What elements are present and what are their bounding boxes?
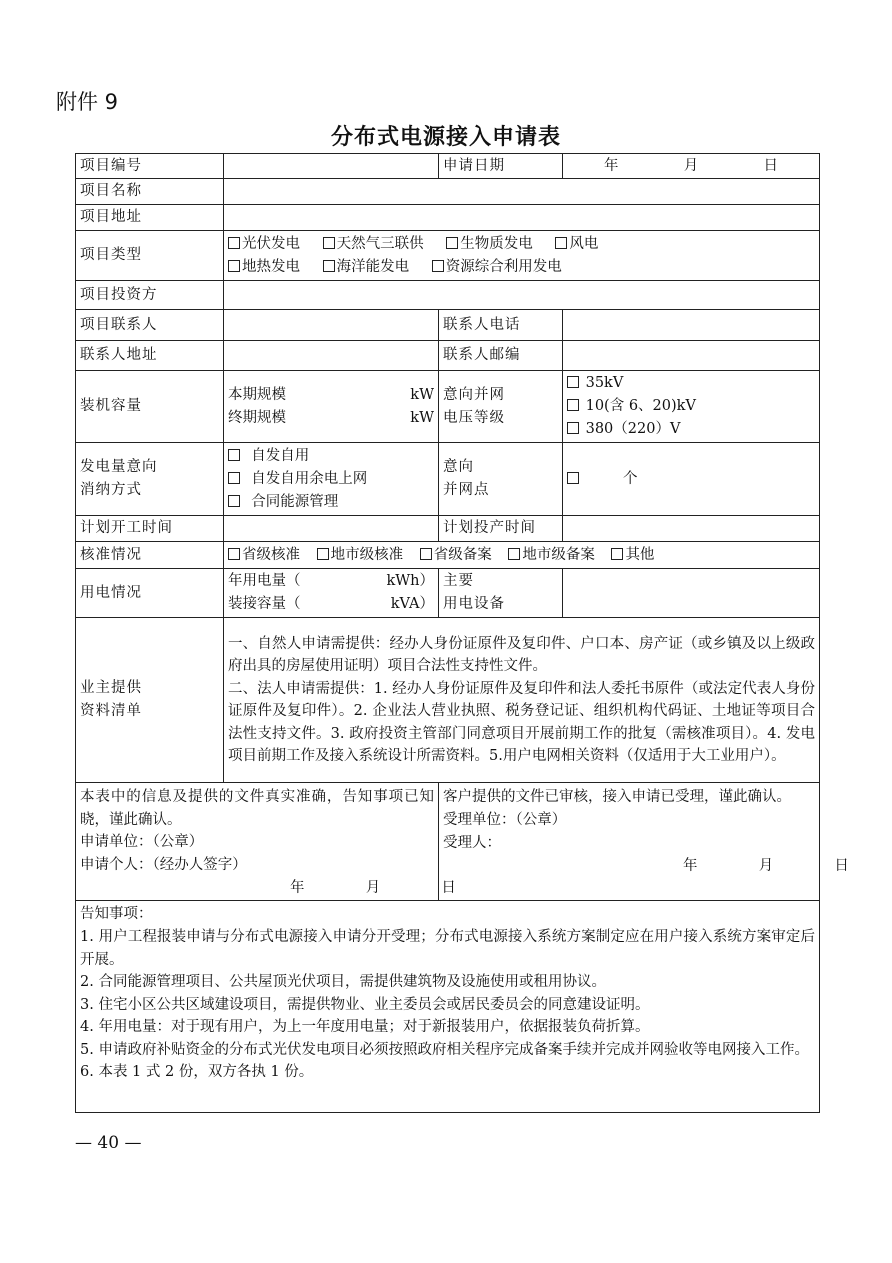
attachment-label: 附件 9 <box>56 90 119 114</box>
consumption-label: 发电量意向 消纳方式 <box>76 443 224 516</box>
receiver-statement: 客户提供的文件已审核，接入申请已受理，谨此确认。 <box>443 789 791 805</box>
checkbox-icon[interactable] <box>317 548 329 560</box>
checkbox-icon[interactable] <box>228 237 240 249</box>
capacity-label: 装机容量 <box>76 371 224 443</box>
project-type-pv: 光伏发电 <box>242 235 300 252</box>
approval-label: 核准情况 <box>76 542 224 569</box>
project-type-options <box>224 231 820 281</box>
checkbox-icon[interactable] <box>611 548 623 560</box>
voltage-380v: 380（220）V <box>585 421 681 437</box>
capacity-current-label: 本期规模 <box>228 386 286 403</box>
checkbox-icon[interactable] <box>323 237 335 249</box>
consumption-contract: 合同能源管理 <box>251 493 339 510</box>
start-time-field[interactable] <box>224 516 439 542</box>
installed-cap-unit: kVA） <box>390 596 434 612</box>
voltage-35kv: 35kV <box>585 375 624 391</box>
approval-options <box>224 542 820 569</box>
contact-address-label: 联系人地址 <box>76 341 224 371</box>
checkbox-icon[interactable] <box>228 472 240 484</box>
applicant-statement: 本表中的信息及提供的文件真实准确，告知事项已知晓，谨此确认。 <box>80 789 434 828</box>
project-address-label: 项目地址 <box>76 205 224 231</box>
contact-zip-label: 联系人邮编 <box>439 341 563 371</box>
investor-label: 项目投资方 <box>76 281 224 310</box>
checkbox-icon[interactable] <box>567 422 579 434</box>
applicant-person: 申请个人：（经办人签字） <box>80 857 247 873</box>
materials-natural-person: 一、自然人申请需提供：经办人身份证原件及复印件、户口本、房产证（或乡镇及以上级政府出具的房屋使用证明）项目合法性支持性文件。 <box>228 635 815 674</box>
apply-date-label: 申请日期 <box>439 154 563 179</box>
kw-unit: kW <box>410 409 434 426</box>
materials-list <box>224 618 820 783</box>
receiver-confirm[interactable] <box>439 783 849 901</box>
checkbox-icon[interactable] <box>567 472 579 484</box>
project-type-biomass: 生物质发电 <box>460 235 533 252</box>
project-type-label: 项目类型 <box>76 231 224 281</box>
annual-use-label: 年用电量（ <box>228 573 301 589</box>
checkbox-icon[interactable] <box>446 237 458 249</box>
checkbox-icon[interactable] <box>567 376 579 388</box>
application-form <box>75 153 849 1113</box>
power-use-label: 用电情况 <box>76 569 224 618</box>
project-address-field[interactable] <box>224 205 820 231</box>
notice-item: 6. 本表 1 式 2 份，双方各执 1 份。 <box>80 1064 314 1080</box>
start-time-label: 计划开工时间 <box>76 516 224 542</box>
checkbox-icon[interactable] <box>508 548 520 560</box>
main-equipment-label: 主要 用电设备 <box>439 569 563 618</box>
checkbox-icon[interactable] <box>228 260 240 272</box>
voltage-label: 意向并网 电压等级 <box>439 371 563 443</box>
consumption-options <box>224 443 439 516</box>
notice-section <box>76 901 820 1113</box>
record-provincial: 省级备案 <box>433 546 492 563</box>
contact-phone-label: 联系人电话 <box>439 310 563 341</box>
contact-zip-field[interactable] <box>563 341 820 371</box>
applicant-unit: 申请单位：（公章） <box>80 834 204 850</box>
power-use-field[interactable] <box>224 569 439 618</box>
main-equipment-field[interactable] <box>563 569 820 618</box>
installed-cap-label: 装接容量（ <box>228 596 301 612</box>
applicant-date: 年 月 日 <box>290 880 456 896</box>
project-no-field[interactable] <box>224 154 439 179</box>
contact-field[interactable] <box>224 310 439 341</box>
contact-phone-field[interactable] <box>563 310 820 341</box>
receiver-date: 年 月 日 <box>683 857 849 874</box>
checkbox-icon[interactable] <box>228 495 240 507</box>
receiver-person: 受理人： <box>443 834 501 851</box>
checkbox-icon[interactable] <box>323 260 335 272</box>
checkbox-icon[interactable] <box>228 548 240 560</box>
grid-point-label: 意向 并网点 <box>439 443 563 516</box>
capacity-final-label: 终期规模 <box>228 409 286 426</box>
project-no-label: 项目编号 <box>76 154 224 179</box>
project-type-geothermal: 地热发电 <box>242 258 300 275</box>
production-time-label: 计划投产时间 <box>439 516 563 542</box>
notice-item: 5. 申请政府补贴资金的分布式光伏发电项目必须按照政府相关程序完成备案手续并完成并网验收等电网接入工作。 <box>80 1041 809 1058</box>
project-type-resource: 资源综合利用发电 <box>445 258 562 275</box>
apply-date-field[interactable]: 年 月 日 <box>563 154 820 179</box>
contact-label: 项目联系人 <box>76 310 224 341</box>
checkbox-icon[interactable] <box>567 399 579 411</box>
page-title: 分布式电源接入申请表 <box>330 125 561 150</box>
project-type-ocean: 海洋能发电 <box>336 258 410 275</box>
project-type-wind: 风电 <box>569 235 599 252</box>
materials-legal-person: 二、法人申请需提供：1. 经办人身份证原件及复印件和法人委托书原件（或法定代表人身份证原件及复印件）。2. 企业法人营业执照、税务登记证、组织机构代码证、土地证等项目合法性支持文件。3. 政府投资主管部门同意项目开展前期工作的批复（需核准项目）。4. 发电项目前期工作及接入系统设计所需资料。5.用户电网相关资料（仅适用于大工业用户）。 <box>228 680 815 764</box>
notice-item: 2. 合同能源管理项目、公共屋顶光伏项目，需提供建筑物及设施使用或租用协议。 <box>80 974 606 990</box>
applicant-confirm[interactable] <box>76 783 456 901</box>
capacity-field[interactable] <box>224 371 439 443</box>
page-number: — 40 — <box>75 1133 142 1153</box>
grid-point-unit: 个 <box>623 470 638 487</box>
annual-use-unit: kWh） <box>386 573 434 589</box>
investor-field[interactable] <box>224 281 820 310</box>
notice-title: 告知事项： <box>80 906 153 922</box>
approval-provincial: 省级核准 <box>242 546 300 563</box>
consumption-surplus: 自发自用余电上网 <box>251 470 368 487</box>
checkbox-icon[interactable] <box>228 449 240 461</box>
notice-item: 4. 年用电量：对于现有用户，为上一年度用电量；对于新报装用户，依据报装负荷折算。 <box>80 1019 650 1035</box>
project-name-label: 项目名称 <box>76 179 224 205</box>
materials-label: 业主提供 资料清单 <box>76 618 224 783</box>
checkbox-icon[interactable] <box>432 260 444 272</box>
checkbox-icon[interactable] <box>555 237 567 249</box>
project-name-field[interactable] <box>224 179 820 205</box>
production-time-field[interactable] <box>563 516 820 542</box>
approval-other: 其他 <box>625 546 655 563</box>
approval-city: 地市级核准 <box>330 546 404 563</box>
record-city: 地市级备案 <box>522 546 595 563</box>
notice-item: 1. 用户工程报装申请与分布式电源接入申请分开受理；分布式电源接入系统方案制定应在用户接入系统方案审定后开展。 <box>80 929 815 968</box>
voltage-10kv: 10(含 6、20)kV <box>585 398 696 414</box>
grid-point-field[interactable] <box>563 443 820 516</box>
notice-item: 3. 住宅小区公共区域建设项目，需提供物业、业主委员会或居民委员会的同意建设证明。 <box>80 996 650 1013</box>
checkbox-icon[interactable] <box>420 548 432 560</box>
contact-address-field[interactable] <box>224 341 439 371</box>
consumption-self-use: 自发自用 <box>251 447 310 464</box>
kw-unit: kW <box>410 386 434 403</box>
project-type-gas: 天然气三联供 <box>336 235 424 252</box>
receiver-unit: 受理单位：（公章） <box>443 811 567 828</box>
voltage-options <box>563 371 820 443</box>
